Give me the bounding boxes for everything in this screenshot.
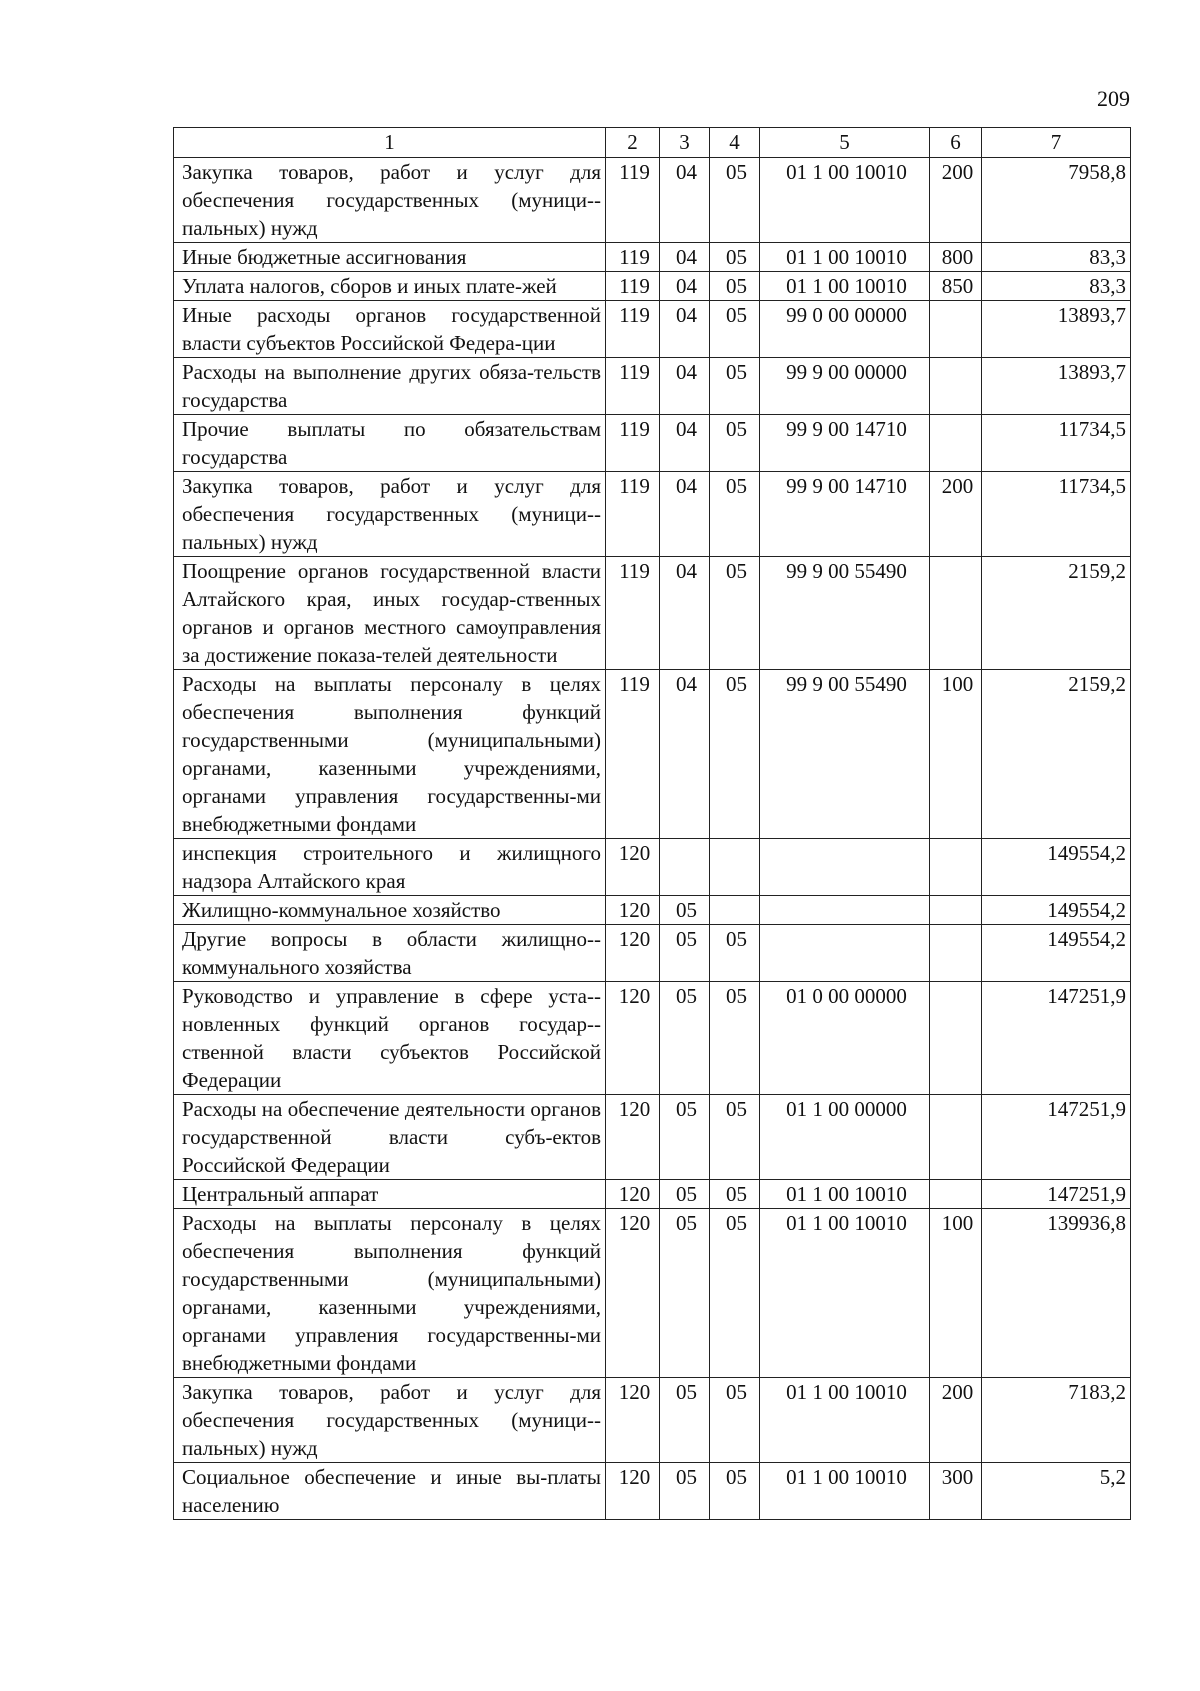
row-col-4: 05 (710, 982, 760, 1095)
table-row (174, 670, 1131, 839)
budget-table (173, 127, 1131, 1520)
row-col-2: 119 (606, 358, 660, 415)
row-col-4: 05 (710, 243, 760, 272)
row-col-4 (710, 896, 760, 925)
row-col-5: 01 1 00 10010 (760, 1209, 930, 1378)
row-col-5 (760, 925, 930, 982)
row-description: Социальное обеспечение и иные вы-платы населению (174, 1463, 606, 1520)
row-col-6: 200 (930, 472, 982, 557)
row-col-5: 99 9 00 55490 (760, 670, 930, 839)
table-row (174, 982, 1131, 1095)
row-col-4 (710, 839, 760, 896)
header-col-3: 3 (660, 128, 710, 158)
row-col-5 (760, 896, 930, 925)
row-col-6 (930, 1095, 982, 1180)
row-col-4: 05 (710, 415, 760, 472)
row-col-3: 04 (660, 358, 710, 415)
row-col-4: 05 (710, 158, 760, 243)
row-col-6 (930, 925, 982, 982)
table-row (174, 358, 1131, 415)
row-amount: 83,3 (982, 243, 1131, 272)
row-col-5: 99 9 00 14710 (760, 472, 930, 557)
row-description: Расходы на выполнение других обяза-тельств государства (174, 358, 606, 415)
row-col-3: 05 (660, 1378, 710, 1463)
row-col-6: 800 (930, 243, 982, 272)
row-description: Закупка товаров, работ и услуг для обеспечения государственных (муници-пальных) нужд (174, 158, 606, 243)
row-col-3: 04 (660, 301, 710, 358)
table-row (174, 1463, 1131, 1520)
row-amount: 11734,5 (982, 415, 1131, 472)
row-col-2: 120 (606, 1095, 660, 1180)
row-amount: 149554,2 (982, 896, 1131, 925)
row-amount: 139936,8 (982, 1209, 1131, 1378)
row-col-4: 05 (710, 1095, 760, 1180)
row-col-3: 04 (660, 472, 710, 557)
table-row (174, 1095, 1131, 1180)
row-col-3: 05 (660, 1463, 710, 1520)
row-amount: 11734,5 (982, 472, 1131, 557)
row-col-2: 119 (606, 415, 660, 472)
table-row (174, 243, 1131, 272)
row-col-5: 99 9 00 00000 (760, 358, 930, 415)
row-col-2: 119 (606, 272, 660, 301)
row-col-6: 850 (930, 272, 982, 301)
row-col-2: 119 (606, 158, 660, 243)
row-col-2: 120 (606, 925, 660, 982)
row-amount: 83,3 (982, 272, 1131, 301)
row-col-5: 01 1 00 10010 (760, 158, 930, 243)
row-col-4: 05 (710, 1180, 760, 1209)
row-amount: 7183,2 (982, 1378, 1131, 1463)
table-row (174, 925, 1131, 982)
row-col-2: 120 (606, 839, 660, 896)
table-row (174, 557, 1131, 670)
row-col-5: 99 0 00 00000 (760, 301, 930, 358)
header-col-1: 1 (174, 128, 606, 158)
row-col-6 (930, 415, 982, 472)
row-col-5: 01 1 00 10010 (760, 272, 930, 301)
header-col-7: 7 (982, 128, 1131, 158)
row-col-4: 05 (710, 272, 760, 301)
row-col-3: 05 (660, 896, 710, 925)
row-amount: 2159,2 (982, 557, 1131, 670)
row-col-2: 119 (606, 557, 660, 670)
row-description: Уплата налогов, сборов и иных плате-жей (174, 272, 606, 301)
table-row (174, 896, 1131, 925)
row-col-2: 120 (606, 1180, 660, 1209)
row-col-6: 200 (930, 1378, 982, 1463)
header-col-6: 6 (930, 128, 982, 158)
row-col-6: 300 (930, 1463, 982, 1520)
row-col-4: 05 (710, 670, 760, 839)
row-col-2: 120 (606, 896, 660, 925)
header-col-4: 4 (710, 128, 760, 158)
row-col-6 (930, 839, 982, 896)
row-col-2: 120 (606, 1378, 660, 1463)
row-col-3: 05 (660, 1209, 710, 1378)
table-row (174, 301, 1131, 358)
row-description: Иные расходы органов государственной власти субъектов Российской Федера-ции (174, 301, 606, 358)
row-col-6 (930, 557, 982, 670)
row-col-3: 04 (660, 158, 710, 243)
table-row (174, 1180, 1131, 1209)
row-col-5: 99 9 00 14710 (760, 415, 930, 472)
row-col-4: 05 (710, 472, 760, 557)
row-col-5: 01 1 00 10010 (760, 1463, 930, 1520)
row-col-2: 120 (606, 1463, 660, 1520)
row-description: Центральный аппарат (174, 1180, 606, 1209)
row-description: Иные бюджетные ассигнования (174, 243, 606, 272)
row-description: Расходы на выплаты персоналу в целях обеспечения выполнения функций государственными (муниципальными) органами, казенными учреждениями, органами управления государственны-ми внебюджетными фондами (174, 1209, 606, 1378)
table-row (174, 158, 1131, 243)
row-col-4: 05 (710, 358, 760, 415)
row-description: Поощрение органов государственной власти Алтайского края, иных государ-ственных органов и органов местного самоуправления за достижение показа-телей деятельности (174, 557, 606, 670)
row-col-2: 120 (606, 982, 660, 1095)
row-col-3: 04 (660, 557, 710, 670)
row-col-6 (930, 982, 982, 1095)
row-description: Другие вопросы в области жилищно-коммунального хозяйства (174, 925, 606, 982)
row-description: Закупка товаров, работ и услуг для обеспечения государственных (муници-пальных) нужд (174, 472, 606, 557)
row-col-6 (930, 1180, 982, 1209)
row-description: инспекция строительного и жилищного надзора Алтайского края (174, 839, 606, 896)
table-row (174, 1209, 1131, 1378)
row-col-3: 05 (660, 982, 710, 1095)
row-col-5: 99 9 00 55490 (760, 557, 930, 670)
row-description: Расходы на выплаты персоналу в целях обеспечения выполнения функций государственными (муниципальными) органами, казенными учреждениями, органами управления государственны-ми внебюджетными фондами (174, 670, 606, 839)
row-col-2: 119 (606, 301, 660, 358)
table-body (174, 158, 1131, 1520)
row-description: Руководство и управление в сфере уста-новленных функций органов государ-ственной власти субъектов Российской Федерации (174, 982, 606, 1095)
row-col-4: 05 (710, 1209, 760, 1378)
table-row (174, 1378, 1131, 1463)
row-description: Прочие выплаты по обязательствам государства (174, 415, 606, 472)
row-col-4: 05 (710, 925, 760, 982)
header-row (174, 128, 1131, 158)
row-col-3: 05 (660, 925, 710, 982)
table-header (174, 128, 1131, 158)
row-col-3: 05 (660, 1180, 710, 1209)
row-col-3: 05 (660, 1095, 710, 1180)
row-col-2: 119 (606, 243, 660, 272)
table-row (174, 839, 1131, 896)
row-col-5: 01 1 00 10010 (760, 1180, 930, 1209)
row-description: Закупка товаров, работ и услуг для обеспечения государственных (муници-пальных) нужд (174, 1378, 606, 1463)
row-col-3: 04 (660, 670, 710, 839)
row-amount: 147251,9 (982, 1180, 1131, 1209)
row-description: Жилищно-коммунальное хозяйство (174, 896, 606, 925)
row-amount: 147251,9 (982, 1095, 1131, 1180)
page-number: 209 (1097, 86, 1130, 111)
row-amount: 149554,2 (982, 839, 1131, 896)
row-amount: 5,2 (982, 1463, 1131, 1520)
row-col-5: 01 1 00 00000 (760, 1095, 930, 1180)
row-col-5: 01 1 00 10010 (760, 243, 930, 272)
row-description: Расходы на обеспечение деятельности органов государственной власти субъ-ектов Российской Федерации (174, 1095, 606, 1180)
table-row (174, 272, 1131, 301)
row-col-5: 01 1 00 10010 (760, 1378, 930, 1463)
header-col-2: 2 (606, 128, 660, 158)
row-col-5 (760, 839, 930, 896)
row-col-2: 120 (606, 1209, 660, 1378)
row-col-4: 05 (710, 1463, 760, 1520)
row-col-6 (930, 301, 982, 358)
row-col-3: 04 (660, 415, 710, 472)
row-col-2: 119 (606, 472, 660, 557)
table-row (174, 472, 1131, 557)
row-amount: 13893,7 (982, 301, 1131, 358)
row-col-2: 119 (606, 670, 660, 839)
row-col-6: 200 (930, 158, 982, 243)
row-amount: 147251,9 (982, 982, 1131, 1095)
header-col-5: 5 (760, 128, 930, 158)
row-col-4: 05 (710, 557, 760, 670)
row-col-6 (930, 896, 982, 925)
row-amount: 149554,2 (982, 925, 1131, 982)
row-col-4: 05 (710, 301, 760, 358)
table-row (174, 415, 1131, 472)
row-col-6: 100 (930, 670, 982, 839)
row-col-6: 100 (930, 1209, 982, 1378)
row-col-3 (660, 839, 710, 896)
row-amount: 13893,7 (982, 358, 1131, 415)
row-amount: 2159,2 (982, 670, 1131, 839)
row-col-5: 01 0 00 00000 (760, 982, 930, 1095)
row-amount: 7958,8 (982, 158, 1131, 243)
row-col-3: 04 (660, 243, 710, 272)
row-col-4: 05 (710, 1378, 760, 1463)
row-col-6 (930, 358, 982, 415)
row-col-3: 04 (660, 272, 710, 301)
